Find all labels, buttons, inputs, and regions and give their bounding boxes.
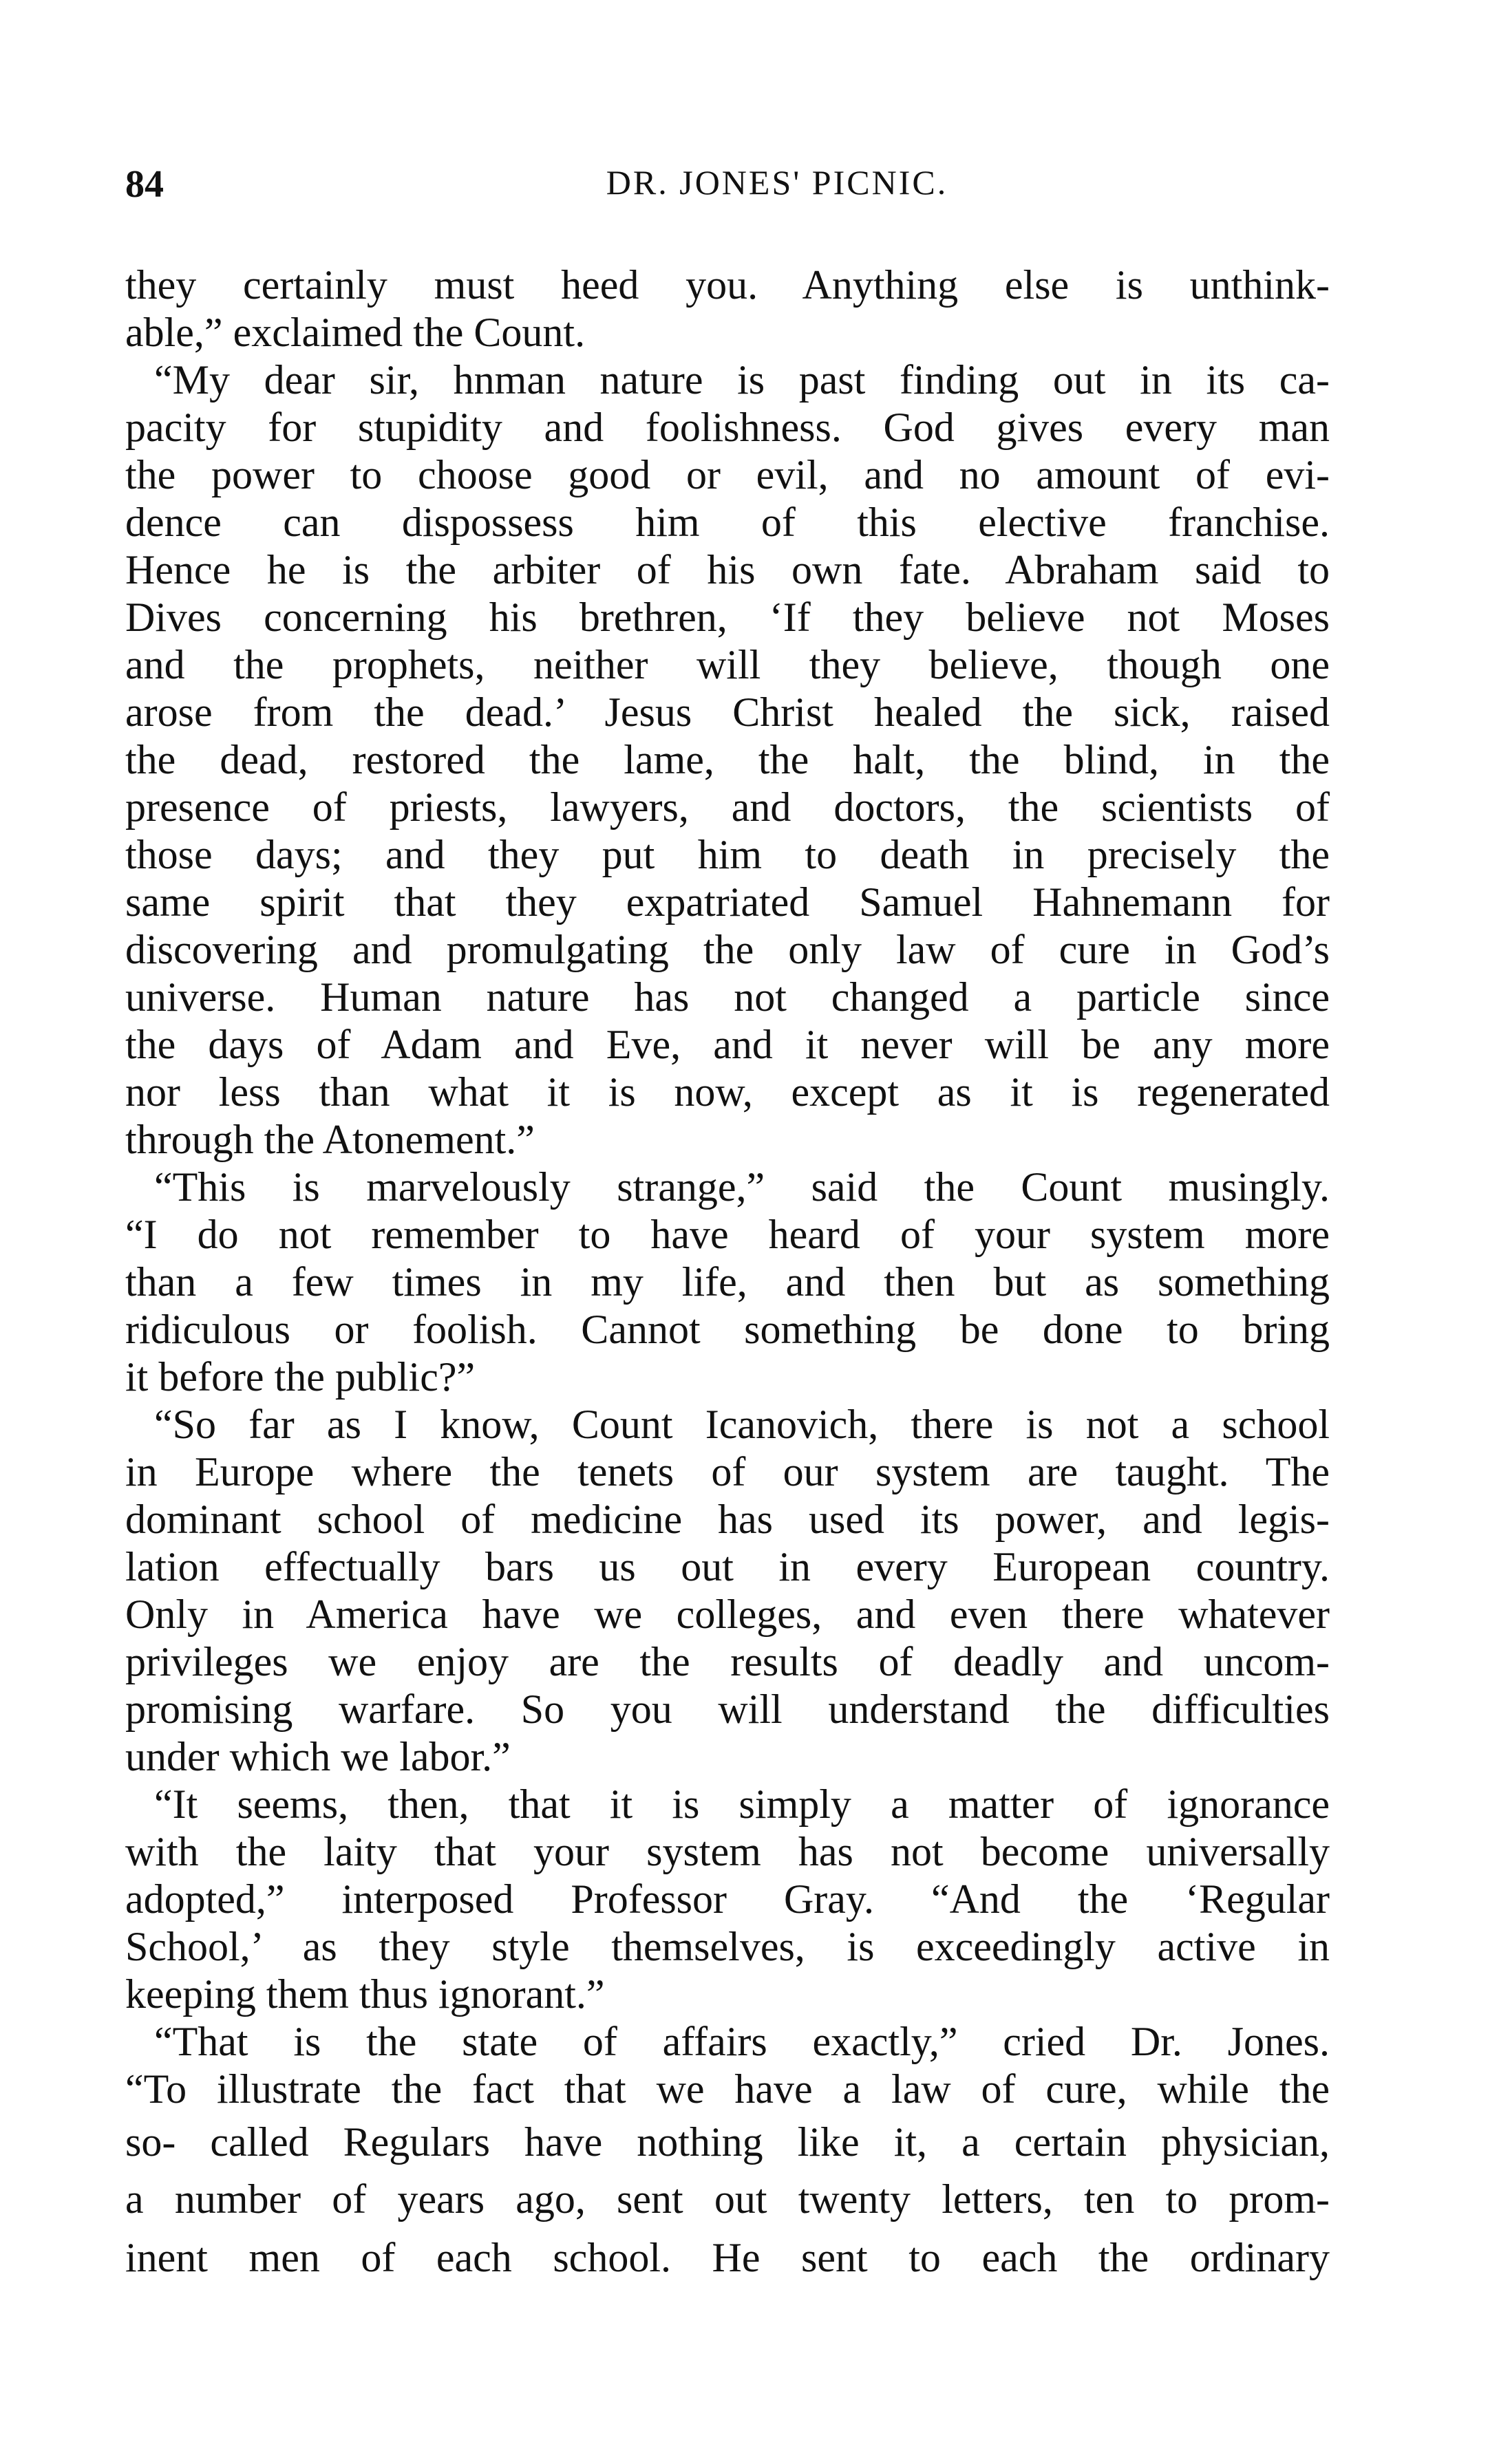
text-line: adopted,” interposed Professor Gray. “And the ‘Regular bbox=[125, 1876, 1330, 1922]
text-line: dominant school of medicine has used its power, and legis- bbox=[125, 1497, 1330, 1542]
text-line: and the prophets, neither will they believe, though one bbox=[125, 642, 1330, 687]
text-line: “This is marvelously strange,” said the Count musingly. bbox=[154, 1164, 1330, 1210]
text-line: it before the public?” bbox=[125, 1354, 476, 1400]
text-line: School,’ as they style themselves, is exceedingly active in bbox=[125, 1924, 1330, 1969]
text-line: “So far as I know, Count Icanovich, there is not a school bbox=[154, 1402, 1330, 1447]
text-line: ridiculous or foolish. Cannot something be done to bring bbox=[125, 1307, 1330, 1352]
text-line: arose from the dead.’ Jesus Christ healed the sick, raised bbox=[125, 689, 1330, 735]
text-line: with the laity that your system has not become universally bbox=[125, 1829, 1330, 1874]
text-line: able,” exclaimed the Count. bbox=[125, 310, 586, 355]
text-line: through the Atonement.” bbox=[125, 1117, 535, 1162]
text-line: “That is the state of affairs exactly,” cried Dr. Jones. bbox=[154, 2019, 1330, 2064]
body-text bbox=[125, 261, 1330, 2282]
text-line: same spirit that they expatriated Samuel Hahnemann for bbox=[125, 879, 1330, 925]
text-line: the days of Adam and Eve, and it never will be any more bbox=[125, 1022, 1330, 1067]
text-line: “To illustrate the fact that we have a law of cure, while the bbox=[125, 2066, 1330, 2112]
text-line: the power to choose good or evil, and no amount of evi- bbox=[125, 452, 1330, 497]
text-line: pacity for stupidity and foolishness. God gives every man bbox=[125, 405, 1330, 450]
text-line: “My dear sir, hnman nature is past finding out in its ca- bbox=[154, 357, 1330, 403]
text-line: dence can dispossess him of this elective franchise. bbox=[125, 500, 1330, 545]
text-line: keeping them thus ignorant.” bbox=[125, 1971, 605, 2017]
running-title: DR. JONES' PICNIC. bbox=[606, 163, 948, 202]
text-line: “It seems, then, that it is simply a matter of ignorance bbox=[154, 1781, 1330, 1827]
text-line: Dives concerning his brethren, ‘If they believe not Moses bbox=[125, 594, 1330, 640]
text-line: “I do not remember to have heard of your system more bbox=[125, 1212, 1330, 1257]
text-line: Hence he is the arbiter of his own fate. Abraham said to bbox=[125, 547, 1330, 592]
text-line: a number of years ago, sent out twenty letters, ten to prom- bbox=[125, 2176, 1330, 2222]
text-line: they certainly must heed you. Anything else is unthink- bbox=[125, 262, 1330, 308]
page-number: 84 bbox=[125, 163, 164, 206]
text-line: presence of priests, lawyers, and doctors, the scientists of bbox=[125, 784, 1330, 830]
text-line: inent men of each school. He sent to each the ordinary bbox=[125, 2235, 1330, 2280]
text-line: so- called Regulars have nothing like it, a certain physician, bbox=[125, 2119, 1330, 2165]
text-line: privileges we enjoy are the results of deadly and uncom- bbox=[125, 1639, 1330, 1684]
text-line: Only in America have we colleges, and even there whatever bbox=[125, 1592, 1330, 1637]
text-line: than a few times in my life, and then but as something bbox=[125, 1259, 1330, 1305]
text-line: lation effectually bars us out in every European country. bbox=[125, 1544, 1330, 1589]
text-line: nor less than what it is now, except as it is regenerated bbox=[125, 1069, 1330, 1115]
text-line: universe. Human nature has not changed a particle since bbox=[125, 974, 1330, 1020]
text-line: promising warfare. So you will understand the difficulties bbox=[125, 1686, 1330, 1732]
text-line: under which we labor.” bbox=[125, 1734, 511, 1779]
text-line: in Europe where the tenets of our system are taught. The bbox=[125, 1449, 1330, 1495]
text-line: the dead, restored the lame, the halt, the blind, in the bbox=[125, 737, 1330, 782]
text-line: discovering and promulgating the only law of cure in God’s bbox=[125, 927, 1330, 972]
text-line: those days; and they put him to death in precisely the bbox=[125, 832, 1330, 877]
